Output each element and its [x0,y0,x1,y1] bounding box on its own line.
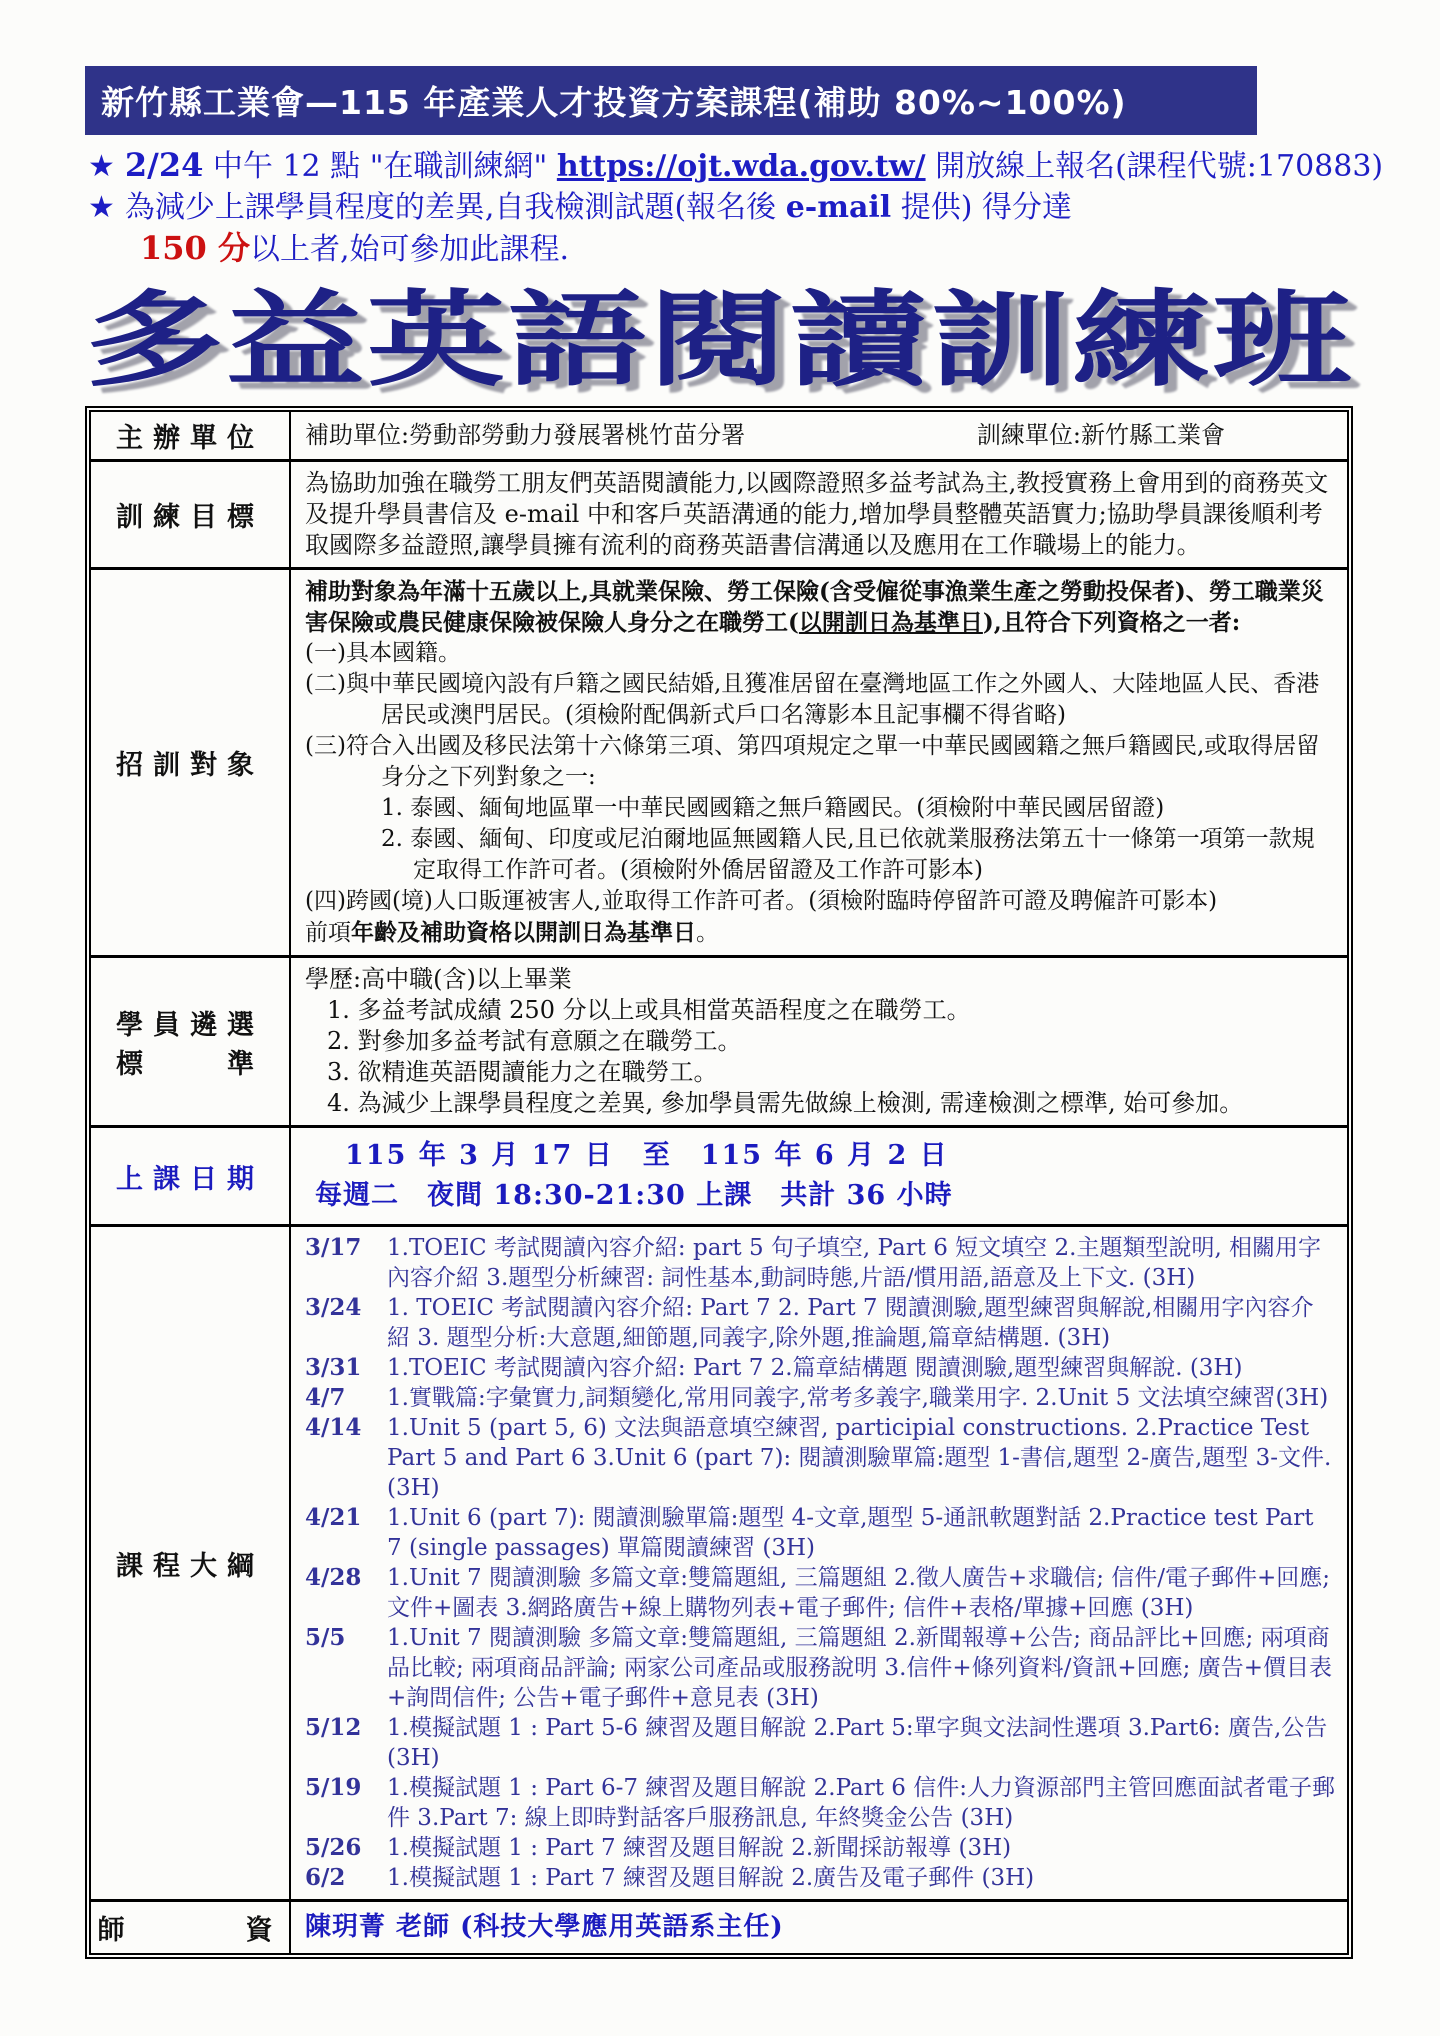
star-icon: ★ [88,190,115,225]
syllabus-text: 1.TOEIC 考試閱讀內容介紹: Part 7 2.篇章結構題 閱讀測驗,題型練習與解說. (3H) [387,1355,1243,1381]
row-syllabus [91,1224,1347,1899]
row-teacher [91,1899,1347,1953]
selection-label [91,958,291,1125]
passing-score: 150 分 [140,229,250,267]
selection-item-3: 3. 欲精進英語閱讀能力之在職勞工。 [327,1058,718,1086]
goal-label: 訓練目標 [91,462,291,567]
item-text: 跨國(境)人口販運被害人,並取得工作許可者。(須檢附臨時停留許可證及聘僱許可影本) [345,888,1218,914]
syllabus-date: 6/2 [305,1864,346,1891]
item-text: 符合入出國及移民法第十六條第三項、第四項規定之單一中華民國國籍之無戶籍國民,或取得居留身分之下列對象之一: [345,733,1320,790]
row-selection [91,955,1347,1125]
recruit-subitem-1: 1. 泰國、緬甸地區單一中華民國國籍之無戶籍國民。(須檢附中華民國居留證) [381,795,1165,821]
syllabus-text: 1.Unit 7 閱讀測驗 多篇文章:雙篇題組, 三篇題組 2.新聞報導+公告; 商品評比+回應; 兩項商品比較; 兩項商品評論; 兩家公司產品或服務說明 3.信件+條列資料/資訊+回應; 廣告+價目表+詢問信件; 公告+電子郵件+意見表 (3H) [387,1625,1332,1711]
schedule-time: 每週二 夜間 18:30-21:30 上課 共計 36 小時 [315,1180,953,1211]
teacher-label: 師 資 [91,1902,291,1953]
recruit-item-2 [305,669,1335,731]
notice-line-registration [88,145,1440,187]
organizer-label: 主辦單位 [91,412,291,459]
recruit-subitems [381,793,1335,886]
syllabus-text: 1.TOEIC 考試閱讀內容介紹: part 5 句子填空, Part 6 短文填空 2.主題類型說明, 相關用字內容介紹 3.題型分析練習: 詞性基本,動詞時態,片語/慣用語,語意及上下文. (3H) [387,1235,1322,1291]
syllabus-entry [305,1233,1335,1293]
syllabus-date: 5/5 [305,1624,346,1651]
notice-line2-tail: 提供) 得分達 [891,190,1072,225]
syllabus-text: 1.模擬試題 1 : Part 6-7 練習及題目解說 2.Part 6 信件:人力資源部門主管回應面試者電子郵件 3.Part 7: 線上即時對話客戶服務訊息, 年終獎金公告 (3H) [387,1775,1335,1831]
selection-item-1: 1. 多益考試成績 250 分以上或具相當英語程度之在職勞工。 [327,996,971,1024]
recruit-item-3 [305,731,1335,793]
notice-line3-tail: 以上者,始可參加此課程. [249,232,570,267]
item-text: 與中華民國境內設有戶籍之國民結婚,且獲准居留在臺灣地區工作之外國人、大陸地區人民、香港居民或澳門居民。(須檢附配偶新式戶口名簿影本且記事欄不得省略) [345,671,1320,728]
recruit-item-4 [305,886,1335,917]
goal-text: 為協助加強在職勞工朋友們英語閱讀能力,以國際證照多益考試為主,教授實務上會用到的商務英文及提升學員書信及 e-mail 中和客戶英語溝通的能力,增加學員整體英語實力;協助學員課後順利考取國際多益證照,讓學員擁有流利的商務英語書信溝通以及應用在工作職場上的能力。 [305,469,1329,559]
recruit-item-1 [305,638,1335,669]
syllabus-entry [305,1563,1335,1623]
selection-label-line1: 學員遴選 [116,1009,264,1041]
recruit-content [291,570,1347,955]
training-unit: 訓練單位:新竹縣工業會 [976,421,1225,449]
row-schedule [91,1125,1347,1224]
email-emphasis: e-mail [785,190,892,225]
schedule-label: 上課日期 [91,1128,291,1224]
row-goal [91,459,1347,567]
syllabus-content [291,1227,1347,1899]
organizer-content [291,412,1347,459]
syllabus-date: 4/21 [305,1504,362,1531]
registration-date: 2/24 [124,146,204,184]
page-title: 多益英語閱讀訓練班 [85,279,1354,401]
syllabus-text: 1.Unit 7 閱讀測驗 多篇文章:雙篇題組, 三篇題組 2.徵人廣告+求職信; 信件/電子郵件+回應; 文件+圖表 3.網路廣告+線上購物列表+電子郵件; 信件+表格/單據+回應 (3H) [387,1565,1331,1621]
syllabus-entry [305,1623,1335,1713]
row-organizer [91,412,1347,459]
recruit-intro-underline: 以開訓日為基準日 [798,609,983,636]
notice-line-pretest [88,187,1440,228]
notice-line1-text: 中午 12 點 "在職訓練網" [203,149,557,184]
schedule-content [291,1128,1347,1224]
selection-degree: 學歷:高中職(含)以上畢業 [305,965,572,993]
registration-link[interactable]: https://ojt.wda.gov.tw/ [556,149,926,184]
recruit-intro [305,576,1335,638]
syllabus-date: 5/12 [305,1714,362,1741]
syllabus-date: 5/26 [305,1834,362,1861]
syllabus-date: 4/14 [305,1414,362,1441]
notices [88,145,1440,270]
syllabus-date: 3/24 [305,1294,362,1321]
course-table-inner [89,410,1349,1955]
syllabus-text: 1.Unit 5 (part 5, 6) 文法與語意填空練習, participial constructions. 2.Practice Test Part 5 and Part 6 3.Unit 6 (part 7): 閱讀測驗單篇:題型 1-書信,題型 2-廣告,題型 3-文件. (3H) [387,1415,1332,1501]
banner-title: 新竹縣工業會—115 年產業人才投資方案課程(補助 80%~100%) [101,83,1127,122]
teacher-name: 陳玥菁 老師 (科技大學應用英語系主任) [305,1912,784,1942]
syllabus-entry [305,1833,1335,1863]
syllabus-text: 1.模擬試題 1 : Part 7 練習及題目解說 2.廣告及電子郵件 (3H) [387,1865,1035,1891]
syllabus-date: 5/19 [305,1774,362,1801]
syllabus-date: 3/17 [305,1234,362,1261]
syllabus-entry [305,1863,1335,1893]
selection-label-line2: 標 準 [116,1048,264,1080]
syllabus-entry [305,1383,1335,1413]
item-number: (四) [305,888,346,914]
recruit-intro-pre: 補助對象為年滿十五歲以上,具就業保險、勞工保險(含受僱從事漁業生產之勞動投保者)、勞工職業災害保險或農民健康保險被保險人身分之在職勞工( [305,578,1324,636]
syllabus-entry [305,1353,1335,1383]
syllabus-text: 1.Unit 6 (part 7): 閱讀測驗單篇:題型 4-文章,題型 5-通訊軟題對話 2.Practice test Part 7 (single passages) 單篇閱讀練習 (3H) [387,1505,1314,1561]
notice-line1-tail: 開放線上報名(課程代號:170883) [925,149,1384,184]
syllabus-text: 1.模擬試題 1 : Part 5-6 練習及題目解說 2.Part 5:單字與文法詞性選項 3.Part6: 廣告,公告 (3H) [387,1715,1328,1771]
banner [85,66,1257,135]
syllabus-entry [305,1503,1335,1563]
syllabus-text: 1.實戰篇:字彙實力,詞類變化,常用同義字,常考多義字,職業用字. 2.Unit 5 文法填空練習(3H) [387,1385,1329,1411]
recruit-footer [305,917,1335,949]
syllabus-label: 課程大綱 [91,1227,291,1899]
selection-item-2: 2. 對參加多益考試有意願之在職勞工。 [327,1027,742,1055]
selection-content [291,958,1347,1125]
item-number: (一) [305,640,346,666]
syllabus-text: 1. TOEIC 考試閱讀內容介紹: Part 7 2. Part 7 閱讀測驗,題型練習與解說,相關用字內容介紹 3. 題型分析:大意題,細節題,同義字,除外題,推論題,篇章結構題. (3H) [387,1295,1314,1351]
course-table [85,406,1353,1959]
recruit-footer-pre: 前項 [305,920,351,946]
syllabus-date: 4/28 [305,1564,362,1591]
recruit-footer-bold: 年齡及補助資格以開訓日為基準日 [351,919,696,946]
recruit-label: 招訓對象 [91,570,291,955]
row-recruit [91,567,1347,955]
syllabus-entry [305,1413,1335,1503]
sponsor-unit: 補助單位:勞動部勞動力發展署桃竹苗分署 [305,421,746,449]
recruit-intro-post: ),且符合下列資格之一者: [982,609,1241,636]
notice-line-score [140,228,1440,270]
notice-line2-text: 為減少上課學員程度的差異,自我檢測試題(報名後 [124,190,786,225]
syllabus-text: 1.模擬試題 1 : Part 7 練習及題目解說 2.新聞採訪報導 (3H) [387,1835,1012,1861]
item-number: (三) [305,733,346,759]
recruit-subitem-2: 2. 泰國、緬甸、印度或尼泊爾地區無國籍人民,且已依就業服務法第五十一條第一項第一款規定取得工作許可者。(須檢附外僑居留證及工作許可影本) [381,826,1315,883]
star-icon: ★ [88,149,115,184]
item-text: 具本國籍。 [345,640,461,666]
selection-item-4: 4. 為減少上課學員程度之差異, 參加學員需先做線上檢測, 需達檢測之標準, 始可參加。 [327,1089,1244,1117]
recruit-footer-post: 。 [696,920,719,946]
syllabus-date: 4/7 [305,1384,346,1411]
syllabus-entry [305,1293,1335,1353]
item-number: (二) [305,671,346,697]
schedule-dates: 115 年 3 月 17 日 至 115 年 6 月 2 日 [345,1140,949,1171]
syllabus-entry [305,1713,1335,1773]
syllabus-entry [305,1773,1335,1833]
syllabus-date: 3/31 [305,1354,362,1381]
